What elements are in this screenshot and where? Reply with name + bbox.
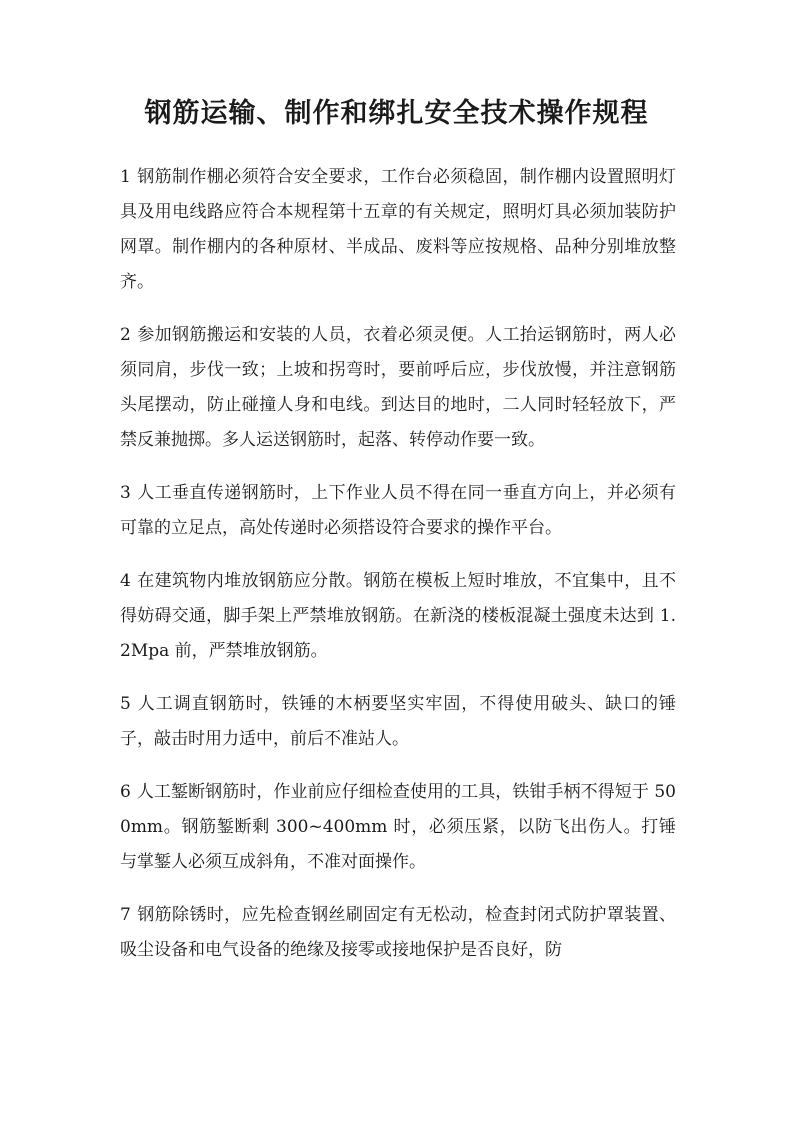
paragraph-text: 钢筋除锈时，应先检查钢丝刷固定有无松动，检查封闭式防护罩装置、吸尘设备和电气设备的绝缘及接零或接地保护是否良好，防 bbox=[120, 905, 676, 960]
paragraph-text: 人工调直钢筋时，铁锤的木柄要坚实牢固，不得使用破头、缺口的锤子，敲击时用力适中，前后不准站人。 bbox=[120, 694, 676, 749]
paragraph-text: 钢筋制作棚必须符合安全要求，工作台必须稳固，制作棚内设置照明灯具及用电线路应符合本规程第十五章的有关规定，照明灯具必须加装防护网罩。制作棚内的各种原材、半成品、废料等应按规格、品种分别堆放整齐。 bbox=[120, 167, 676, 292]
paragraph-number: 6 bbox=[120, 782, 131, 802]
paragraph-text: 人工垂直传递钢筋时，上下作业人员不得在同一垂直方向上，并必须有可靠的立足点，高处传递时必须搭设符合要求的操作平台。 bbox=[120, 483, 676, 538]
paragraph-1 bbox=[120, 160, 676, 300]
paragraph-number: 2 bbox=[120, 325, 131, 345]
document-body bbox=[120, 160, 676, 986]
paragraph-6 bbox=[120, 775, 676, 880]
paragraph-number: 1 bbox=[120, 167, 131, 187]
paragraph-text: 参加钢筋搬运和安装的人员，衣着必须灵便。人工抬运钢筋时，两人必须同肩，步伐一致；上坡和拐弯时，要前呼后应，步伐放慢，并注意钢筋头尾摆动，防止碰撞人身和电线。到达目的地时，二人同时轻轻放下，严禁反兼抛掷。多人运送钢筋时，起落、转停动作要一致。 bbox=[120, 325, 676, 450]
paragraph-number: 4 bbox=[120, 571, 131, 591]
paragraph-2 bbox=[120, 318, 676, 458]
document-title: 钢筋运输、制作和绑扎安全技术操作规程 bbox=[144, 98, 649, 129]
paragraph-text: 在建筑物内堆放钢筋应分散。钢筋在模板上短时堆放，不宜集中，且不得妨碍交通，脚手架上严禁堆放钢筋。在新浇的楼板混凝土强度未达到 1.2Mpa 前，严禁堆放钢筋。 bbox=[120, 571, 676, 661]
paragraph-number: 7 bbox=[120, 905, 131, 925]
paragraph-7 bbox=[120, 898, 676, 968]
paragraph-text: 人工錾断钢筋时，作业前应仔细检查使用的工具，铁钳手柄不得短于 500mm。钢筋錾断剩 300~400mm 时，必须压紧，以防飞出伤人。打锤与掌錾人必须互成斜角，不准对面操作。 bbox=[120, 782, 676, 872]
paragraph-4 bbox=[120, 564, 676, 669]
paragraph-5 bbox=[120, 687, 676, 757]
paragraph-number: 3 bbox=[120, 483, 131, 503]
paragraph-number: 5 bbox=[120, 694, 131, 714]
paragraph-3 bbox=[120, 476, 676, 546]
